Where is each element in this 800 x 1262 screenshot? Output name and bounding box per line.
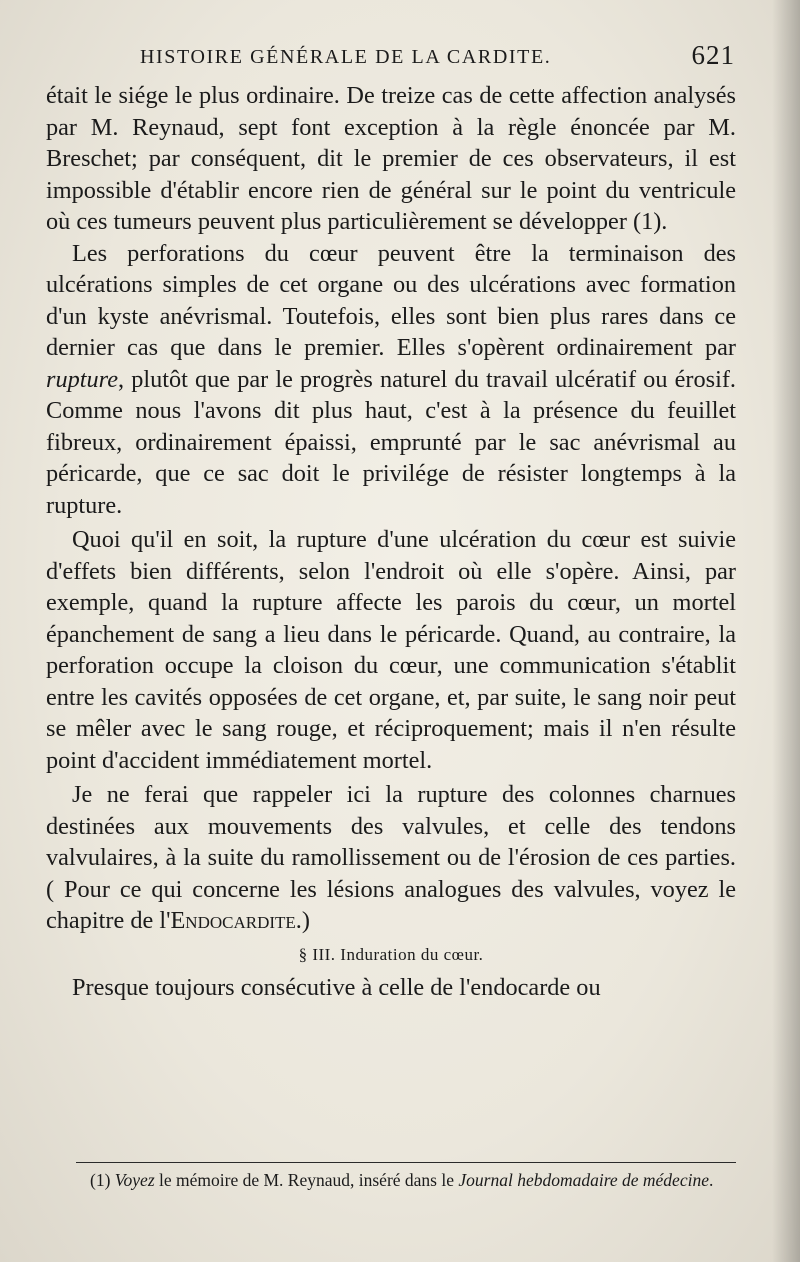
- paragraph-2-italic: rupture: [46, 365, 118, 393]
- footnote-journal: Journal hebdomadaire de médecine: [458, 1170, 709, 1190]
- paragraph-4-text-a: Je ne ferai que rappeler ici la rupture des colonnes charnues destinées aux mouvements des valvules, et celle des tendons valvulaires, à la suite du ramollissement ou de l'érosion de ces parties. ( Pour ce qui concerne les lésions analogues des valvules, voyez le chapitre de l': [46, 781, 736, 934]
- footnote-text: le mémoire de M. Reynaud, inséré dans le: [154, 1170, 459, 1190]
- footnote-end: .: [708, 1170, 714, 1190]
- paragraph-4: [46, 779, 736, 937]
- paragraph-2: [46, 238, 736, 522]
- paragraph-4-text-b: .): [295, 907, 310, 934]
- paragraph-1: était le siége le plus ordinaire. De treize cas de cette affection analysés par M. Reynaud, sept font exception à la règle énoncée par M. Breschet; par conséquent, dit le premier de ces observateurs, il est impossible d'établir encore rien de général sur le point du ventricule où ces tumeurs peuvent plus particulièrement se développer (1).: [46, 82, 736, 235]
- page-header: [140, 40, 735, 80]
- footnote-marker: (1): [90, 1170, 115, 1190]
- running-head: HISTOIRE GÉNÉRALE DE LA CARDITE.: [140, 46, 552, 68]
- page-edge-shadow: [772, 0, 800, 1262]
- footnote-rule: [76, 1162, 736, 1163]
- paragraph-5: Presque toujours consécutive à celle de l'endocarde ou: [72, 973, 601, 1001]
- paragraph-2-text-b: , plutôt que par le progrès naturel du travail ulcératif ou érosif. Comme nous l'avons dit plus haut, c'est à la présence du feuillet fibreux, ordinairement épaissi, emprunté par le sac anévrismal au péricarde, que ce sac doit le privilége de résister longtemps à la rupture.: [46, 365, 736, 519]
- footnote-voyez: Voyez: [114, 1170, 155, 1190]
- paragraph-4-smallcaps: Endocardite: [170, 907, 296, 934]
- page-number: 621: [691, 40, 735, 70]
- main-text: [46, 80, 736, 1003]
- footnote: [76, 1168, 738, 1193]
- paragraph-3: Quoi qu'il en soit, la rupture d'une ulcération du cœur est suivie d'effets bien différents, selon l'endroit où elle s'opère. Ainsi, par exemple, quand la rupture affecte les parois du cœur, un mortel épanchement de sang a lieu dans le péricarde. Quand, au contraire, la perforation occupe la cloison du cœur, une communication s'établit entre les cavités opposées de cet organe, et, par suite, le sang noir peut se mêler avec le sang rouge, et réciproquement; mais il n'en résulte point d'accident immédiatement mortel.: [46, 526, 736, 774]
- section-heading: § III. Induration du cœur.: [298, 944, 484, 964]
- paragraph-2-text-a: Les perforations du cœur peuvent être la terminaison des ulcérations simples de cet organe ou des ulcérations avec formation d'un kyste anévrismal. Toutefois, elles sont bien plus rares dans ce dernier cas que dans le premier. Elles s'opèrent ordinairement par: [46, 239, 736, 361]
